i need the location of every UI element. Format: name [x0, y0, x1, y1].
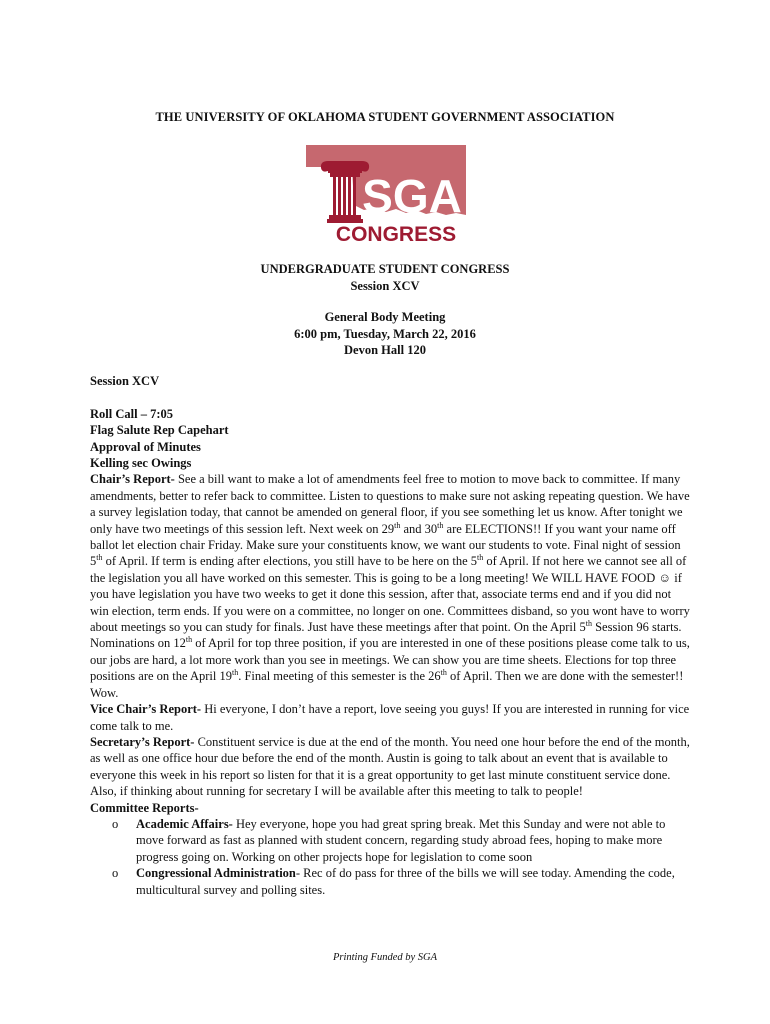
bullet-icon: o	[112, 866, 119, 881]
session-heading: Session XCV	[90, 374, 160, 388]
flag-salute: Flag Salute Rep Capehart	[90, 423, 229, 438]
secretary-report: Secretary’s Report- Constituent service is due at the end of the month. You need one hour before the end of the month, as well as one office hour due before the end of the month. Austin is going to talk about an event that is available to everyone this week in his report so listen for that it is a great opportunity to get last minute constituent service done. Also, if thinking about running for secretary I will be available after this meeting to talk to people!	[90, 734, 690, 799]
congress-title-block	[0, 261, 770, 294]
committee-report-list	[90, 816, 690, 898]
committee-reports-heading: Committee Reports-	[90, 800, 199, 815]
congress-title: UNDERGRADUATE STUDENT CONGRESS	[260, 262, 510, 276]
bullet-icon: o	[112, 816, 119, 831]
list-item: o Congressional Administration- Rec of do pass for three of the bills we will see today. Amending the code, multicultural survey and polling sites.	[112, 866, 675, 897]
approval-of-minutes: Approval of Minutes	[90, 439, 201, 454]
kelling-motion: Kelling sec Owings	[90, 456, 192, 471]
roll-call: Roll Call – 7:05	[90, 406, 173, 421]
committee-label: Congressional Administration	[136, 866, 296, 881]
congress-logo-text: CONGRESS	[335, 223, 457, 245]
vice-chair-report: Vice Chair’s Report- Hi everyone, I don’t have a report, love seeing you guys! If you are interested in running for vice come talk to me.	[90, 702, 690, 733]
chair-report: Chair’s Report- See a bill want to make a lot of amendments feel free to motion to move back to committee. If many amendments, better to refer back to committee. Listen to questions to make sure not asking repeating question. We have a survey legislation today, that cannot be amended on general floor, if you see something let us know. After tonight we only have two meetings of this session left. Next week on 29th and 30th are ELECTIONS!! If you want your name off ballot let election chair Friday. Make sure your constituents know, we want our students to vote. Final night of session 5th of April. If term is ending after elections, you still have to be here on the 5th of April. If not here we cannot see all of the legislation you all have worked on this semester. This is going to be a long meeting! We WILL HAVE FOOD ☺ if you have legislation you have two weeks to get it done this session, after that, associate terms end and if you did not win election, term ends. If you were on a committee, no longer on one. Committees disband, so you wont have to worry about meetings so you can study for finals. Just have these meetings after that point. On the April 5th Session 96 starts. Nominations on 12th of April for top three position, if you are interested in one of these positions please come talk to us, our jobs are hard, a lot more work than you see in meetings. We can show you are time sheets. Elections for top three positions are on the April 19th. Final meeting of this semester is the 26th of April. Then we are done with the semester!! Wow.	[90, 472, 690, 700]
session-subtitle: Session XCV	[350, 278, 420, 293]
minutes-body	[90, 373, 690, 898]
meeting-datetime: 6:00 pm, Tuesday, March 22, 2016	[294, 326, 476, 341]
sga-congress-logo	[300, 143, 470, 245]
sga-logo-text: SGA	[362, 170, 462, 222]
chair-report-label: Chair’s Report-	[90, 472, 175, 487]
meeting-type: General Body Meeting	[324, 310, 446, 324]
list-item: o Academic Affairs- Hey everyone, hope you had great spring break. Met this Sunday and were not able to move forward as fast as planned with student concern, regarding study abroad fees, hoping to make more progress going on. Working on other projects hope for legislation to come soon	[112, 816, 666, 864]
meeting-location: Devon Hall 120	[344, 343, 426, 357]
committee-label: Academic Affairs-	[136, 816, 233, 831]
organization-header: THE UNIVERSITY OF OKLAHOMA STUDENT GOVERNMENT ASSOCIATION	[155, 110, 615, 124]
meeting-info-block	[0, 309, 770, 359]
page-footer: Printing Funded by SGA	[332, 952, 438, 963]
vice-chair-report-label: Vice Chair’s Report-	[90, 702, 202, 717]
secretary-report-label: Secretary’s Report-	[90, 734, 195, 749]
